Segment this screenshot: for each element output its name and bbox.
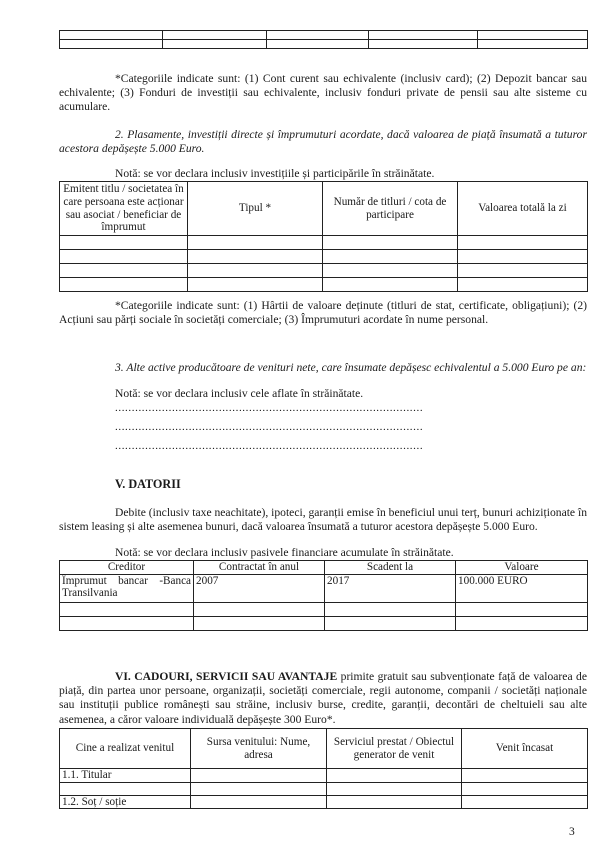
gifts-paragraph [59,670,587,727]
dotted-line: ............................................................................................ [115,421,424,433]
gifts-header-income: Venit încasat [462,729,588,769]
debts-header-value: Valoare [456,561,588,575]
table-row [60,574,588,602]
investments-header-count: Număr de titluri / cota de participare [323,182,458,236]
debts-note: Notă: se vor declara inclusiv pasivele financiare acumulate în străinătate. [115,546,454,559]
gifts-row-holder-label: 1.1. Titular [60,769,191,783]
table-row [60,264,588,278]
other-assets-note: Notă: se vor declara inclusiv cele aflate în străinătate. [115,387,364,400]
gifts-header-who: Cine a realizat venitul [60,729,191,769]
debt-value: 100.000 EURO [456,574,588,602]
gifts-header-source: Sursa venitului: Nume, adresa [191,729,327,769]
debts-header-due: Scadent la [325,561,456,575]
investments-header-issuer: Emitent titlu / societatea în care persoana este acționar sau asociat / beneficiar de împrumut [60,182,188,236]
investments-header-type: Tipul * [188,182,323,236]
investments-heading: 2. Plasamente, investiții directe și împrumuturi acordate, dacă valoarea de piață însumată a tuturor acestora depășește 5.000 Euro. [59,128,587,156]
page-number: 3 [569,826,575,838]
debt-due: 2017 [325,574,456,602]
debt-year: 2007 [194,574,325,602]
table-row [60,250,588,264]
debts-table [59,560,588,631]
investments-footnote: *Categoriile indicate sunt: (1) Hârtii de valoare deținute (titluri de stat, certificate, obligațiuni); (2) Acțiuni sau părți sociale în societăți comerciale; (3) Împrumuturi acordate în nume personal. [59,299,587,327]
investments-header-value: Valoarea totală la zi [458,182,588,236]
dotted-line: ............................................................................................ [115,440,424,452]
table-row [60,795,588,809]
debts-header-year: Contractat în anul [194,561,325,575]
table-row [60,602,588,616]
gifts-header-service: Serviciul prestat / Obiectul generator de venit [327,729,462,769]
investments-table [59,181,588,292]
table-row [60,782,588,795]
gifts-table [59,728,588,809]
gifts-text: primite gratuit sau subvenționate față de valoarea de piață, din partea unor persoane, organizații, societăți comerciale, regii autonome, companii / societăți naționale sau instituții publice românești sau străine, inclusiv burse, credite, garanții, decontări de cheltuieli sau alte asemenea, a căror valoare individuală depășește 300 Euro*. [59,670,587,726]
debts-title: V. DATORII [115,477,181,491]
gifts-title: VI. CADOURI, SERVICII SAU AVANTAJE [115,670,338,683]
debts-text: Debite (inclusiv taxe neachitate), ipoteci, garanții emise în beneficiul unui terț, bunuri achiziționate în sistem leasing și alte asemenea bunuri, dacă valoarea însumată a tuturor acestora depășește 5.000 Euro. [59,506,587,534]
debts-header-creditor: Creditor [60,561,194,575]
accounts-table-fragment [59,30,588,49]
table-row [60,236,588,250]
gifts-row-spouse-label: 1.2. Soț / soție [60,795,191,809]
other-assets-heading: 3. Alte active producătoare de venituri nete, care însumate depășesc echivalentul a 5.000 Euro pe an: [115,361,587,374]
table-row [60,769,588,783]
debt-creditor: Împrumut bancar -Banca Transilvania [60,574,194,602]
investments-note: Notă: se vor declara inclusiv investițiile și participările în străinătate. [115,167,435,180]
accounts-footnote: *Categoriile indicate sunt: (1) Cont curent sau echivalente (inclusiv card); (2) Depozit bancar sau echivalente; (3) Fonduri de investiții sau echivalente, inclusiv fonduri private de pensii sau alte sisteme cu acumulare. [59,72,587,114]
dotted-line: ............................................................................................ [115,402,424,414]
table-row [60,616,588,630]
table-row [60,278,588,292]
